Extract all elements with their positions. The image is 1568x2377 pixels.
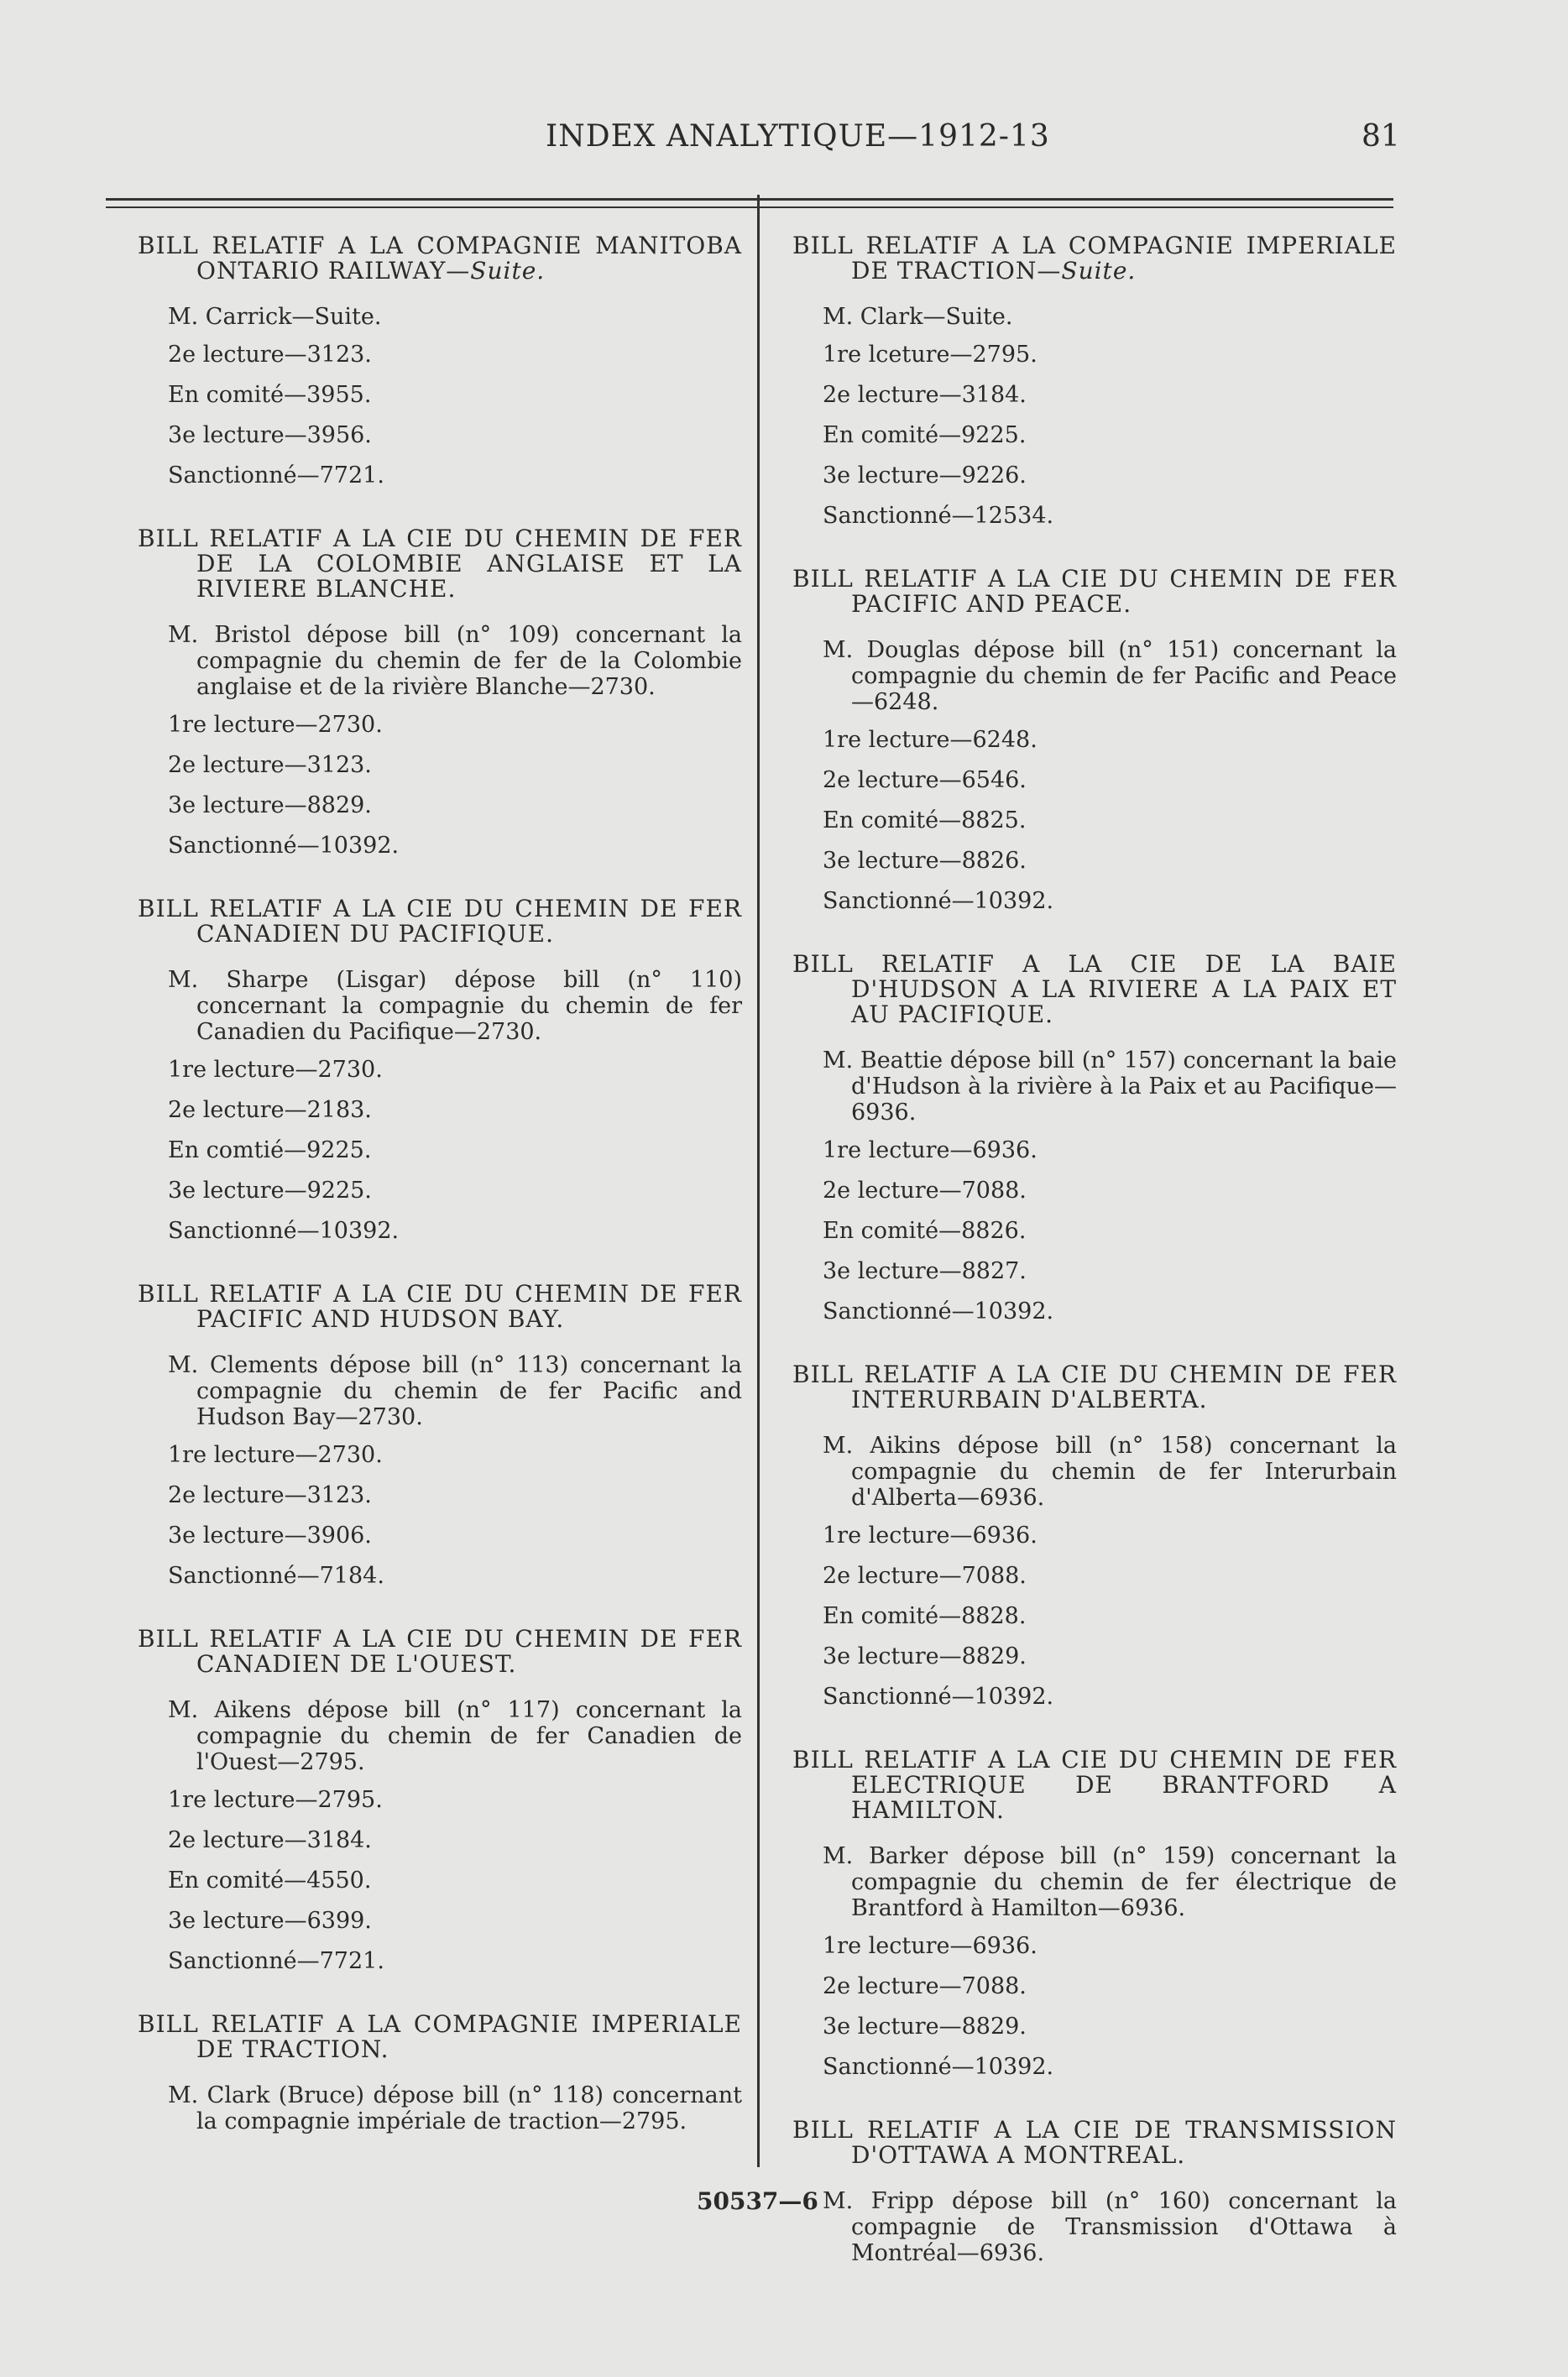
index-entry: [138, 1282, 742, 1627]
entry-heading-text: BILL RELATIF A LA CIE DU CHEMIN DE FER CANADIEN DU PACIFIQUE.: [138, 895, 742, 948]
entry-heading-text: BILL RELATIF A LA CIE DE LA BAIE D'HUDSON A LA RIVIERE A LA PAIX ET AU PACIFIQUE.: [792, 950, 1397, 1028]
entry-reading-line: Sanctionné—7721.: [168, 1948, 384, 1974]
entry-spacer: [138, 1603, 742, 1627]
entry-reading-line: 3e lecture—3906.: [168, 1523, 372, 1549]
entry-reading-line: 2e lecture—3123.: [168, 1482, 372, 1508]
entry-reading-line: 3e lecture—8829.: [823, 1643, 1027, 1669]
entry-reading-line: 1re lecture—2795.: [168, 1787, 383, 1813]
entry-heading: [792, 952, 1397, 1027]
entry-heading-suite: Suite.: [470, 257, 546, 285]
entry-heading: [138, 2012, 742, 2062]
entry-intro: M. Clark (Bruce) dépose bill (n° 118) concernant la compagnie impériale de traction—2795.: [168, 2082, 742, 2134]
page-header: [0, 119, 1568, 161]
entry-reading-line: En comité—8826.: [823, 1218, 1027, 1244]
entry-reading-line: 3e lecture—6399.: [168, 1908, 372, 1934]
index-entry: [792, 952, 1397, 1362]
entry-reading-line: 1re lecture—2730.: [168, 1442, 383, 1468]
entry-reading-line: 1re lecture—6936.: [823, 1933, 1037, 1959]
entry-reading-line: En comité—9225.: [823, 422, 1027, 448]
entry-heading: [138, 233, 742, 284]
entry-spacer: [138, 873, 742, 896]
entry-reading-line: Sanctionné—10392.: [823, 1298, 1054, 1324]
entry-intro: M. Fripp dépose bill (n° 160) concernant la compagnie de Transmission d'Ottawa à Montréal—6936.: [823, 2188, 1397, 2266]
entry-reading-line: 3e lecture—8826.: [823, 848, 1027, 874]
page-number: 81: [1362, 119, 1400, 154]
entry-reading-line: 1re lecture—2730.: [168, 712, 383, 738]
entry-intro: M. Aikins dépose bill (n° 158) concernant la compagnie du chemin de fer Interurbain d'Alberta—6936.: [823, 1433, 1397, 1511]
entry-reading-line: Sanctionné—7184.: [168, 1563, 384, 1589]
entry-reading-line: 2e lecture—7088.: [823, 1973, 1027, 1999]
entry-intro: M. Barker dépose bill (n° 159) concernant la compagnie du chemin de fer électrique de Brantford à Hamilton—6936.: [823, 1843, 1397, 1921]
entry-heading: [138, 1627, 742, 1677]
entry-reading-line: Sanctionné—10392.: [823, 888, 1054, 914]
entry-spacer: [792, 928, 1397, 952]
printer-signature: 50537—6: [697, 2187, 818, 2215]
entry-reading-line: 1re lceture—2795.: [823, 342, 1037, 368]
entry-reading-line: En comité—8828.: [823, 1603, 1027, 1629]
entry-intro: M. Clements dépose bill (n° 113) concernant la compagnie du chemin de fer Pacific and Hudson Bay—2730.: [168, 1352, 742, 1430]
entry-heading-text: BILL RELATIF A LA COMPAGNIE IMPERIALE DE TRACTION.: [138, 2010, 742, 2063]
entry-heading-text: BILL RELATIF A LA COMPAGNIE MANITOBA ONTARIO RAILWAY—: [138, 232, 742, 285]
index-entry: [138, 526, 742, 896]
entry-reading-line: 3e lecture—9225.: [168, 1178, 372, 1204]
entry-reading-line: En comité—4550.: [168, 1868, 372, 1894]
entry-reading-line: 2e lecture—3184.: [168, 1827, 372, 1853]
column-divider: [757, 195, 760, 2167]
entry-heading: [138, 1282, 742, 1332]
entry-reading-line: 1re lecture—6248.: [823, 727, 1037, 753]
entry-heading-text: BILL RELATIF A LA CIE DU CHEMIN DE FER INTERURBAIN D'ALBERTA.: [792, 1361, 1397, 1413]
entry-intro: M. Clark—Suite.: [823, 304, 1013, 330]
entry-reading-line: 1re lecture—2730.: [168, 1057, 383, 1083]
entry-heading-text: BILL RELATIF A LA CIE DU CHEMIN DE FER PACIFIC AND PEACE.: [792, 565, 1397, 618]
entry-reading-line: 2e lecture—7088.: [823, 1563, 1027, 1589]
entry-spacer: [138, 1258, 742, 1282]
index-entry: [138, 2012, 742, 2170]
entry-intro: M. Bristol dépose bill (n° 109) concernant la compagnie du chemin de fer de la Colombie anglaise et de la rivière Blanche—2730.: [168, 622, 742, 700]
entry-heading: [792, 1747, 1397, 1823]
entry-heading-text: BILL RELATIF A LA CIE DU CHEMIN DE FER PACIFIC AND HUDSON BAY.: [138, 1280, 742, 1333]
entry-spacer: [792, 1339, 1397, 1362]
index-entry: [792, 1362, 1397, 1747]
entry-reading-line: 2e lecture—7088.: [823, 1178, 1027, 1204]
entry-spacer: [792, 2278, 1397, 2301]
entry-reading-line: 2e lecture—3123.: [168, 752, 372, 778]
entry-reading-line: En comtié—9225.: [168, 1137, 372, 1163]
index-entry: [792, 2118, 1397, 2301]
entry-heading: [792, 567, 1397, 617]
header-rule-bottom: [106, 206, 1393, 208]
entry-spacer: [138, 503, 742, 526]
page-title: INDEX ANALYTIQUE—1912-13: [546, 119, 1050, 154]
entry-reading-line: 2e lecture—6546.: [823, 767, 1027, 793]
entry-intro: M. Douglas dépose bill (n° 151) concernant la compagnie du chemin de fer Pacific and Peace—6248.: [823, 637, 1397, 715]
index-entry: [792, 567, 1397, 952]
right-column: [792, 233, 1397, 2301]
entry-heading-text: BILL RELATIF A LA CIE DU CHEMIN DE FER ELECTRIQUE DE BRANTFORD A HAMILTON.: [792, 1746, 1397, 1824]
entry-reading-line: En comité—3955.: [168, 382, 372, 408]
entry-intro: M. Carrick—Suite.: [168, 304, 382, 330]
index-entry: [138, 233, 742, 526]
entry-heading-text: BILL RELATIF A LA CIE DU CHEMIN DE FER DE LA COLOMBIE ANGLAISE ET LA RIVIERE BLANCHE.: [138, 525, 742, 603]
entry-intro: M. Beattie dépose bill (n° 157) concernant la baie d'Hudson à la rivière à la Paix et au Pacifique—6936.: [823, 1047, 1397, 1126]
index-entry: [792, 1747, 1397, 2118]
entry-reading-line: En comité—8825.: [823, 807, 1027, 833]
entry-heading: [792, 233, 1397, 284]
entry-heading-text: BILL RELATIF A LA CIE DE TRANSMISSION D'OTTAWA A MONTREAL.: [792, 2116, 1397, 2169]
entry-reading-line: 3e lecture—8829.: [168, 792, 372, 818]
entry-heading-text: BILL RELATIF A LA COMPAGNIE IMPERIALE DE TRACTION—: [792, 232, 1397, 285]
entry-intro: M. Sharpe (Lisgar) dépose bill (n° 110) concernant la compagnie du chemin de fer Canadien du Pacifique—2730.: [168, 967, 742, 1045]
entry-reading-line: 1re lecture—6936.: [823, 1523, 1037, 1549]
entry-intro: M. Aikens dépose bill (n° 117) concernant la compagnie du chemin de fer Canadien de l'Ouest—2795.: [168, 1697, 742, 1775]
entry-reading-line: 2e lecture—2183.: [168, 1097, 372, 1123]
entry-heading-suite: Suite.: [1061, 257, 1137, 285]
entry-reading-line: 2e lecture—3184.: [823, 382, 1027, 408]
entry-reading-line: Sanctionné—10392.: [168, 1218, 400, 1244]
entry-reading-line: Sanctionné—10392.: [823, 1684, 1054, 1710]
index-entry: [138, 1627, 742, 2012]
entry-reading-line: 3e lecture—3956.: [168, 422, 372, 448]
entry-heading-text: BILL RELATIF A LA CIE DU CHEMIN DE FER CANADIEN DE L'OUEST.: [138, 1625, 742, 1678]
entry-heading: [792, 2118, 1397, 2168]
index-entry: [138, 896, 742, 1282]
entry-reading-line: 3e lecture—8827.: [823, 1258, 1027, 1284]
entry-reading-line: Sanctionné—7721.: [168, 462, 384, 488]
entry-reading-line: 2e lecture—3123.: [168, 342, 372, 368]
entry-spacer: [792, 2094, 1397, 2118]
entry-spacer: [792, 543, 1397, 567]
left-column: [138, 233, 742, 2170]
entry-reading-line: Sanctionné—10392.: [823, 2054, 1054, 2080]
entry-heading: [138, 526, 742, 602]
entry-reading-line: Sanctionné—10392.: [168, 833, 400, 859]
entry-reading-line: 1re lecture—6936.: [823, 1137, 1037, 1163]
entry-heading: [138, 896, 742, 947]
index-entry: [792, 233, 1397, 567]
entry-reading-line: Sanctionné—12534.: [823, 503, 1054, 529]
entry-spacer: [792, 1724, 1397, 1747]
entry-spacer: [138, 2146, 742, 2170]
entry-spacer: [138, 1988, 742, 2012]
header-rule-top: [106, 198, 1393, 201]
entry-heading: [792, 1362, 1397, 1413]
entry-reading-line: 3e lecture—8829.: [823, 2014, 1027, 2040]
entry-reading-line: 3e lecture—9226.: [823, 462, 1027, 488]
